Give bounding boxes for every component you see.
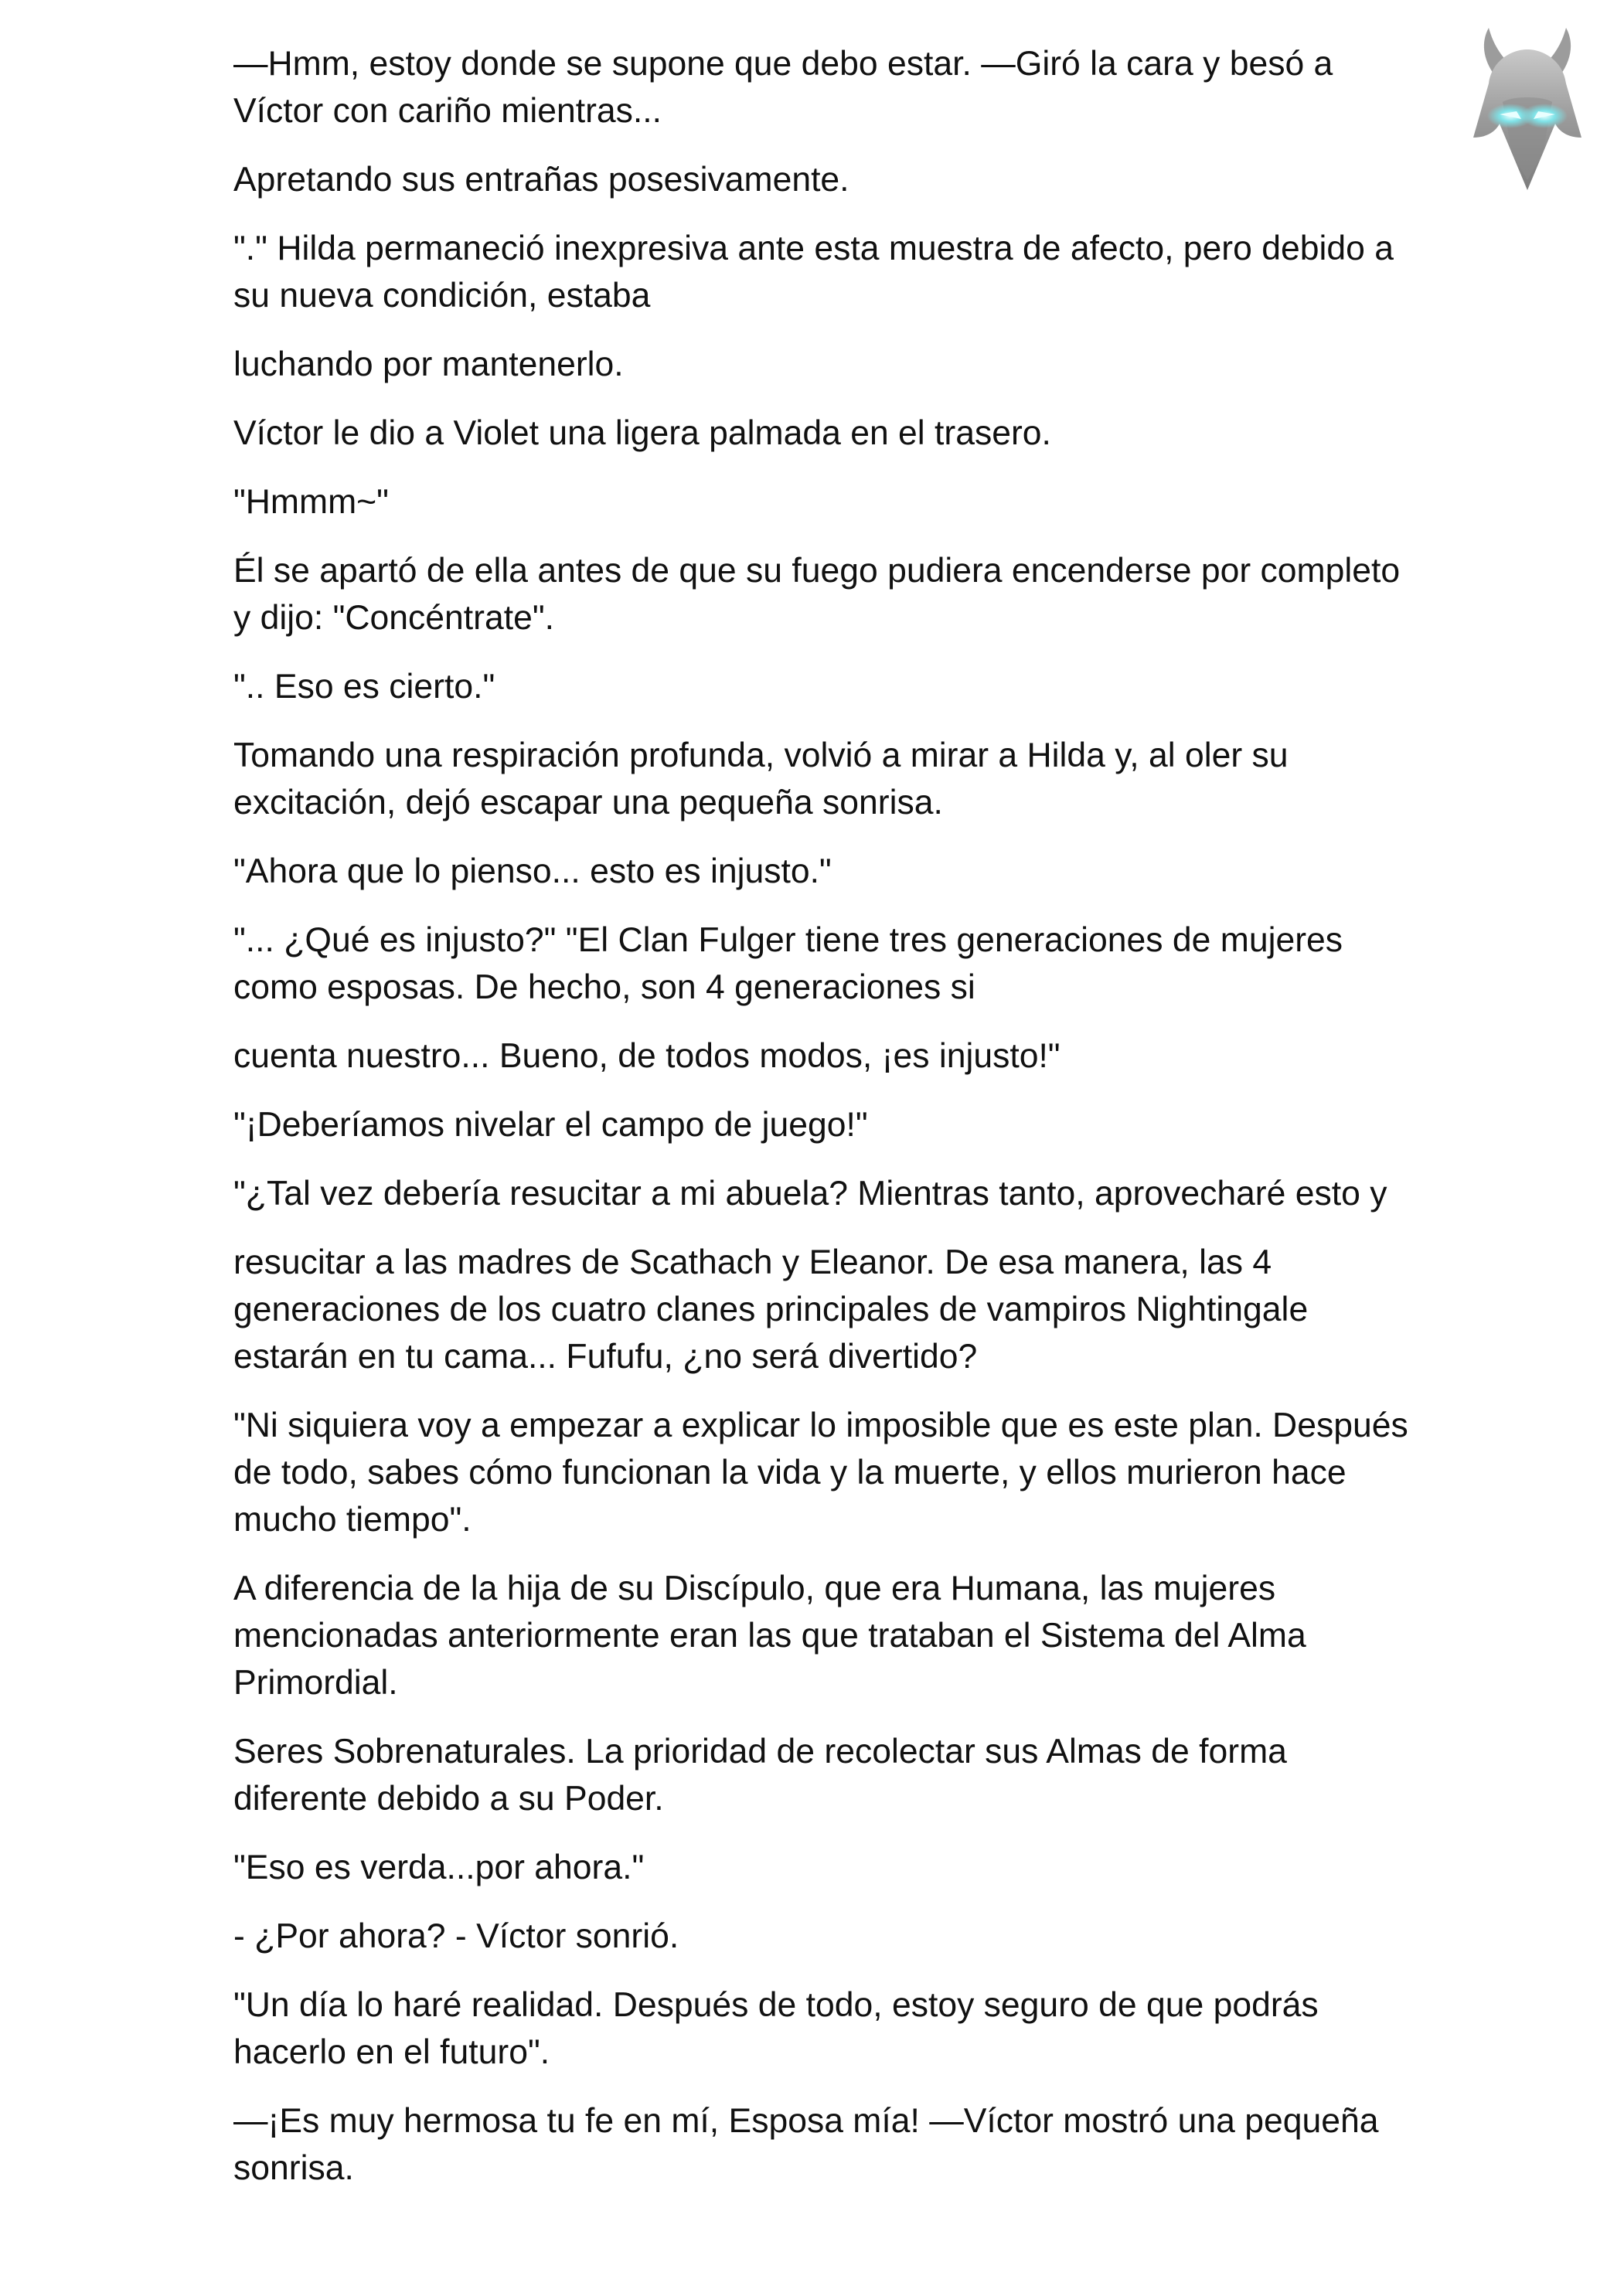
paragraph: "Hmmm~" <box>233 483 389 521</box>
paragraph: Seres Sobrenaturales. La prioridad de recolectar sus Almas de forma diferente debido a su Poder. <box>233 1733 1287 1818</box>
paragraph: "¿Tal vez debería resucitar a mi abuela? Mientras tanto, aprovecharé esto y <box>233 1175 1387 1213</box>
paragraph: Él se apartó de ella antes de que su fuego pudiera encenderse por completo y dijo: "Concéntrate". <box>233 552 1401 637</box>
paragraph: Apretando sus entrañas posesivamente. <box>233 161 849 199</box>
document-body <box>233 40 1408 2213</box>
paragraph: luchando por mantenerlo. <box>233 345 624 383</box>
paragraph: cuenta nuestro... Bueno, de todos modos, ¡es injusto!" <box>233 1037 1061 1075</box>
paragraph: "¡Deberíamos nivelar el campo de juego!" <box>233 1106 868 1144</box>
paragraph: Víctor le dio a Violet una ligera palmada en el trasero. <box>233 414 1051 452</box>
paragraph: "... ¿Qué es injusto?" "El Clan Fulger tiene tres generaciones de mujeres como esposas. De hecho, son 4 generaciones si <box>233 921 1343 1006</box>
paragraph: —¡Es muy hermosa tu fe en mí, Esposa mía! —Víctor mostró una pequeña sonrisa. <box>233 2102 1379 2187</box>
paragraph: "Eso es verda...por ahora." <box>233 1849 645 1886</box>
paragraph: —Hmm, estoy donde se supone que debo estar. —Giró la cara y besó a Víctor con cariño mientras... <box>233 45 1333 130</box>
paragraph: ".. Eso es cierto." <box>233 668 495 706</box>
paragraph: "Ahora que lo pienso... esto es injusto." <box>233 852 832 890</box>
paragraph: resucitar a las madres de Scathach y Eleanor. De esa manera, las 4 generaciones de los cuatro clanes principales de vampiros Nightingale estarán en tu cama... Fufufu, ¿no será divertido? <box>233 1243 1309 1376</box>
paragraph: A diferencia de la hija de su Discípulo, que era Humana, las mujeres mencionadas anteriormente eran las que trataban el Sistema del Alma Primordial. <box>233 1570 1306 1702</box>
paragraph: "." Hilda permaneció inexpresiva ante esta muestra de afecto, pero debido a su nueva condición, estaba <box>233 230 1394 315</box>
paragraph: - ¿Por ahora? - Víctor sonrió. <box>233 1917 679 1955</box>
paragraph: "Un día lo haré realidad. Después de todo, estoy seguro de que podrás hacerlo en el futuro". <box>233 1986 1319 2071</box>
demon-head-icon <box>1466 22 1589 199</box>
paragraph: "Ni siquiera voy a empezar a explicar lo imposible que es este plan. Después de todo, sabes cómo funcionan la vida y la muerte, y ellos murieron hace mucho tiempo". <box>233 1407 1408 1539</box>
paragraph: Tomando una respiración profunda, volvió a mirar a Hilda y, al oler su excitación, dejó escapar una pequeña sonrisa. <box>233 736 1289 821</box>
